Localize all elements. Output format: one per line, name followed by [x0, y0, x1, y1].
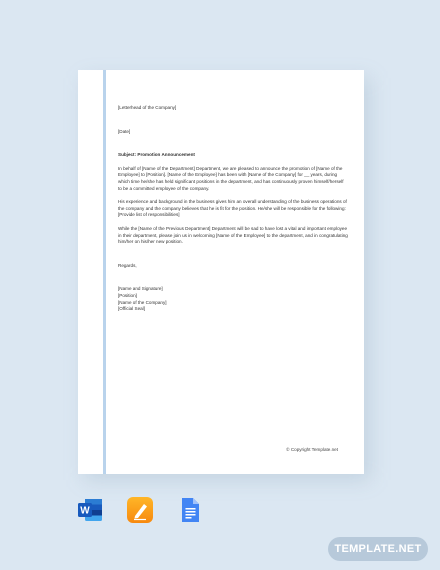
paragraph-2: His experience and background in the business gives him an overall understanding of the business operations of the company and the company believes that he is fit for the position. He/she will be responsible for the following: [Provide list of responsibilities] — [118, 199, 347, 218]
google-docs-icon[interactable] — [176, 496, 204, 524]
microsoft-word-icon[interactable] — [76, 496, 104, 524]
paragraph-3: While the [Name of the Previous Department] Department will be sad to have lost a vital and important employee in their department, please join us in welcoming [Name of the Employee] to the department, and in congratulating him/her on his/her new position. — [118, 225, 348, 245]
signature-line: [Position] — [118, 292, 137, 298]
letterhead: [Letterhead of the Company] — [118, 105, 177, 110]
document-body — [118, 105, 348, 313]
closing: Regards, — [118, 262, 137, 268]
paragraph-1: In behalf of [Name of the Department] Department, we are pleased to announce the promotion of [Name of the Employee] to [Position]. [Name of the Employee] has been with [Name of the Company] for __ years, during which time he/she has held significant positions in the department, and has continuously proven himself/herself to be a committed employee of the company. — [118, 165, 344, 191]
apple-pages-icon[interactable] — [126, 496, 154, 524]
template-net-badge[interactable]: TEMPLATE.NET — [328, 537, 428, 561]
date: [Date] — [118, 128, 131, 134]
signature-line: [Name and Signature] — [118, 286, 163, 292]
signature-line: [Official Seal] — [118, 306, 145, 312]
word-icon-letter: W — [80, 505, 90, 517]
margin-line — [103, 70, 106, 474]
document-page — [78, 70, 364, 474]
app-icons — [76, 496, 204, 524]
signature-block — [118, 286, 348, 312]
subject-line: Subject: Promotion Announcement — [118, 152, 195, 158]
copyright-text: © Copyright Template.net — [286, 447, 338, 452]
signature-line: [Name of the Company] — [118, 299, 167, 305]
